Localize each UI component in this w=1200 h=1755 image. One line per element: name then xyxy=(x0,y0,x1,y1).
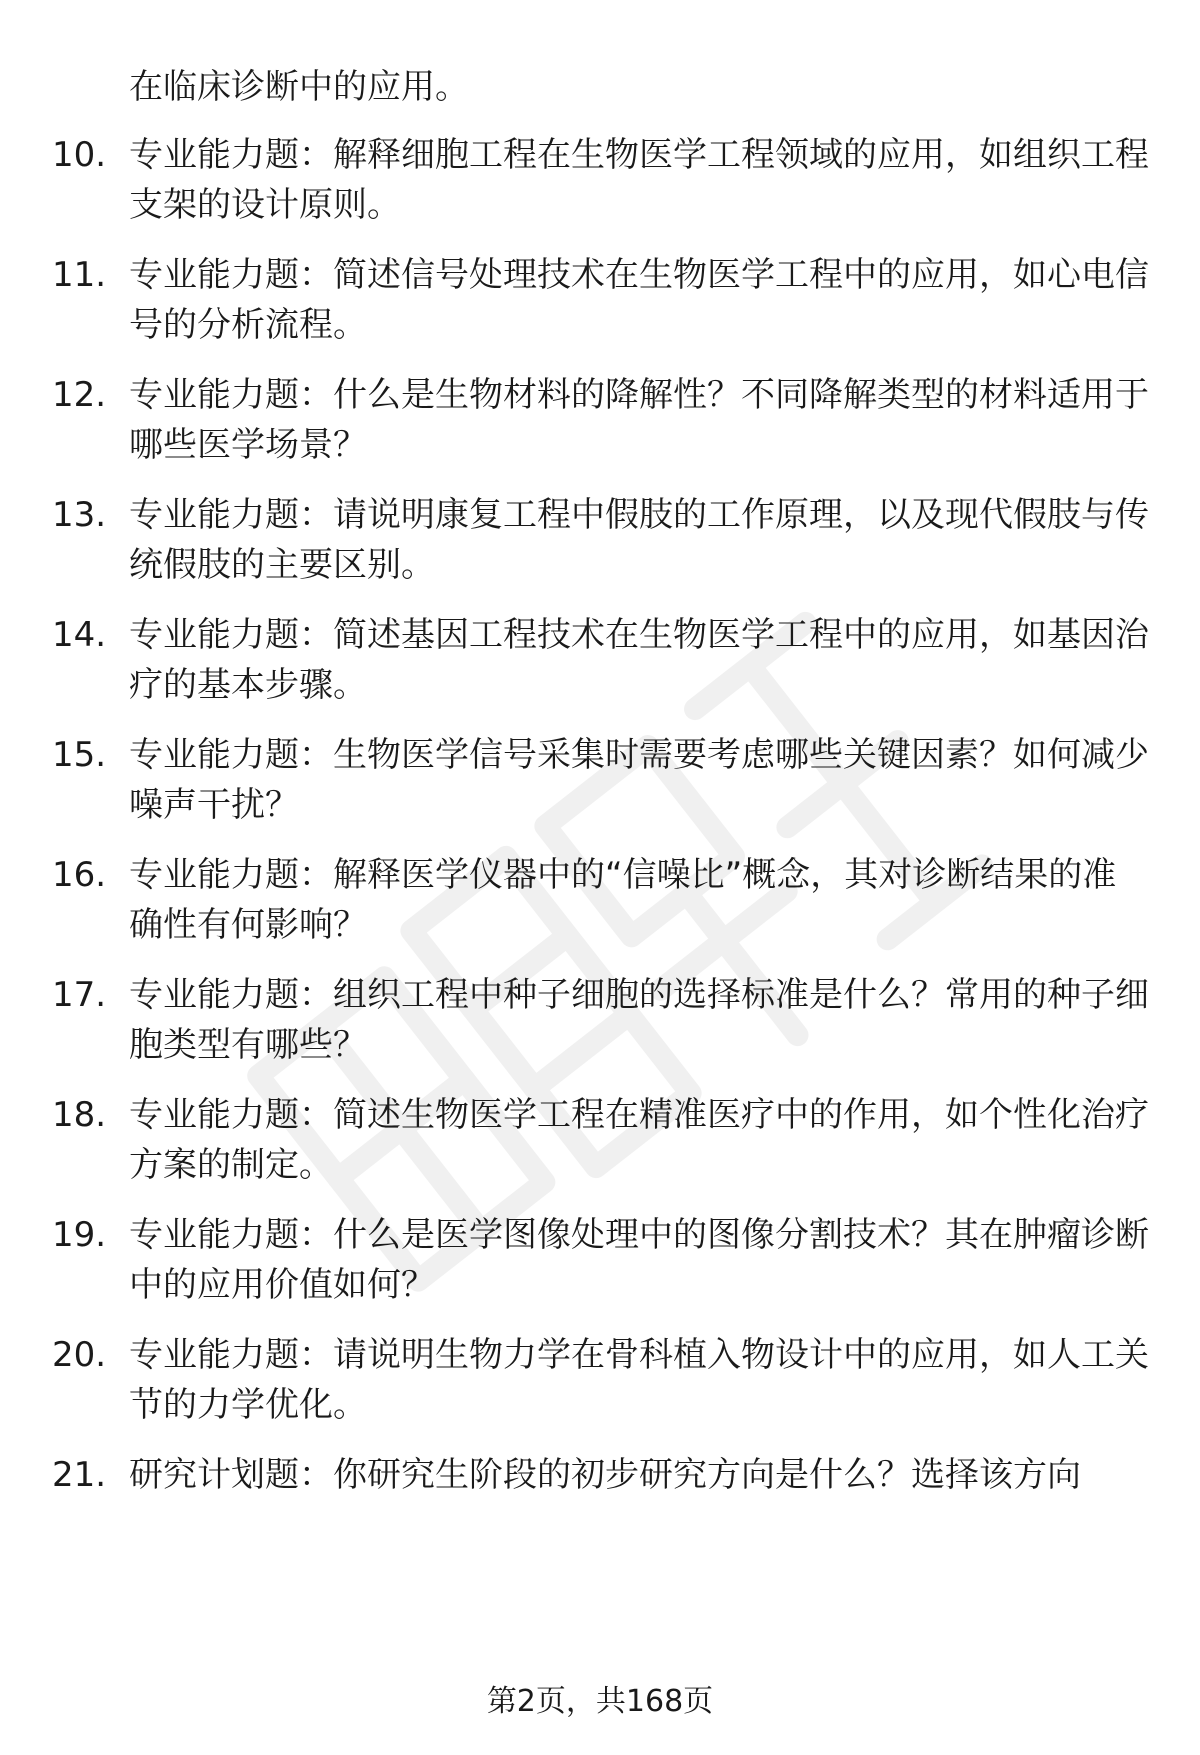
item-number: 15. xyxy=(52,735,107,775)
item-text: 专业能力题：简述基因工程技术在生物医学工程中的应用，如基因治疗的基本步骤。 xyxy=(129,615,1149,705)
item-text: 专业能力题：简述生物医学工程在精准医疗中的作用，如个性化治疗方案的制定。 xyxy=(129,1095,1149,1185)
item-text: 专业能力题：简述信号处理技术在生物医学工程中的应用，如心电信号的分析流程。 xyxy=(129,255,1149,345)
item-number: 20. xyxy=(52,1335,107,1375)
item-number: 19. xyxy=(52,1215,107,1255)
continuation-text: 在临床诊断中的应用。 xyxy=(129,67,469,107)
item-text: 研究计划题：你研究生阶段的初步研究方向是什么？选择该方向 xyxy=(129,1455,1081,1495)
item-number: 12. xyxy=(52,375,107,415)
list-item xyxy=(52,970,1152,1080)
item-text: 专业能力题：解释细胞工程在生物医学工程领域的应用，如组织工程支架的设计原则。 xyxy=(129,135,1149,225)
item-number: 11. xyxy=(52,255,107,295)
list-item xyxy=(52,850,1152,960)
item-text: 专业能力题：什么是生物材料的降解性？不同降解类型的材料适用于哪些医学场景？ xyxy=(129,375,1149,465)
item-number: 13. xyxy=(52,495,107,535)
item-text: 专业能力题：生物医学信号采集时需要考虑哪些关键因素？如何减少噪声干扰？ xyxy=(129,735,1149,825)
item-number: 21. xyxy=(52,1455,107,1495)
list-item xyxy=(52,610,1152,720)
item-text: 专业能力题：请说明康复工程中假肢的工作原理，以及现代假肢与传统假肢的主要区别。 xyxy=(129,495,1149,585)
item-text: 专业能力题：组织工程中种子细胞的选择标准是什么？常用的种子细胞类型有哪些？ xyxy=(129,975,1149,1065)
list-item xyxy=(52,1450,1152,1560)
list-item xyxy=(52,1210,1152,1320)
list-item xyxy=(52,490,1152,600)
item-text: 专业能力题：请说明生物力学在骨科植入物设计中的应用，如人工关节的力学优化。 xyxy=(129,1335,1149,1425)
item-number: 10. xyxy=(52,135,107,175)
item-number: 18. xyxy=(52,1095,107,1135)
item-text: 专业能力题：解释医学仪器中的“信噪比”概念，其对诊断结果的准确性有何影响？ xyxy=(129,855,1117,945)
list-item xyxy=(52,250,1152,360)
list-item xyxy=(52,370,1152,480)
list-item xyxy=(52,730,1152,840)
list-item xyxy=(52,1090,1152,1200)
item-number: 14. xyxy=(52,615,107,655)
list-item xyxy=(52,130,1152,240)
item-text: 专业能力题：什么是医学图像处理中的图像分割技术？其在肿瘤诊断中的应用价值如何？ xyxy=(129,1215,1149,1305)
item-number: 16. xyxy=(52,855,107,895)
item-number: 17. xyxy=(52,975,107,1015)
list-item xyxy=(52,1330,1152,1440)
page-footer: 第2页，共168页 xyxy=(486,1684,714,1719)
